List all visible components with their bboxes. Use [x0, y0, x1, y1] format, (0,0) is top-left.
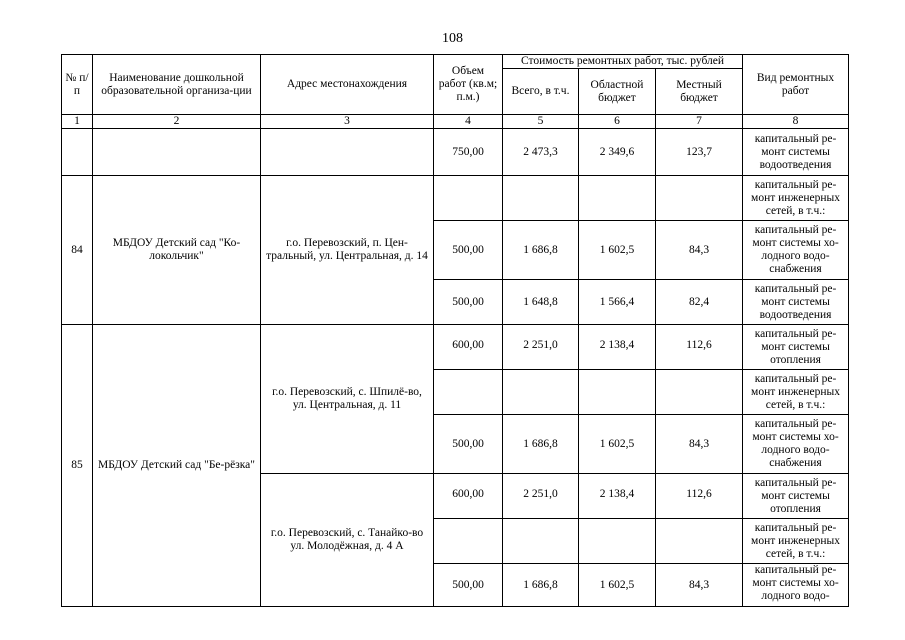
cell-work-type: капитальный ре-монт системы хо-лодного водо-снабжения — [743, 415, 849, 474]
cell-work-type: капитальный ре-монт системы хо-лодного водо-снабжения — [743, 221, 849, 280]
cell-local: 84,3 — [656, 564, 743, 607]
header-work-type: Вид ремонтных работ — [743, 55, 849, 115]
cell-volume: 500,00 — [434, 221, 503, 280]
cell-volume — [434, 176, 503, 221]
header-cost-group: Стоимость ремонтных работ, тыс. рублей — [503, 55, 743, 69]
cell-total — [503, 176, 579, 221]
cell-volume: 500,00 — [434, 564, 503, 607]
cell-regional: 1 602,5 — [579, 415, 656, 474]
header-volume: Объем работ (кв.м; п.м.) — [434, 55, 503, 115]
column-number: 8 — [743, 115, 849, 129]
header-address: Адрес местонахождения — [261, 55, 434, 115]
header-local: Местный бюджет — [656, 69, 743, 115]
cell-num: 84 — [62, 176, 93, 325]
repair-works-table — [61, 54, 849, 607]
cell-volume: 500,00 — [434, 415, 503, 474]
header-org-name: Наименование дошкольной образовательной организа-ции — [93, 55, 261, 115]
cell-regional: 1 602,5 — [579, 564, 656, 607]
cell-local: 112,6 — [656, 325, 743, 370]
cell-work-type: капитальный ре-монт системы отопления — [743, 325, 849, 370]
table-row — [62, 325, 849, 370]
column-numbers-row — [62, 115, 849, 129]
cell-local — [656, 519, 743, 564]
cell-total: 2 251,0 — [503, 474, 579, 519]
cell-local — [656, 370, 743, 415]
column-number: 7 — [656, 115, 743, 129]
cell-total — [503, 370, 579, 415]
cell-regional: 1 566,4 — [579, 280, 656, 325]
cell-total: 2 251,0 — [503, 325, 579, 370]
cell-address: г.о. Перевозский, п. Цен-тральный, ул. Центральная, д. 14 — [261, 176, 434, 325]
cell-regional: 2 349,6 — [579, 129, 656, 176]
column-number: 4 — [434, 115, 503, 129]
cell-num — [62, 129, 93, 176]
cell-work-type: капитальный ре-монт инженерных сетей, в т.ч.: — [743, 370, 849, 415]
cell-total — [503, 519, 579, 564]
header-regional: Областной бюджет — [579, 69, 656, 115]
cell-work-type: капитальный ре-монт системы водоотведения — [743, 280, 849, 325]
cell-total: 1 648,8 — [503, 280, 579, 325]
cell-org-name: МБДОУ Детский сад "Бе-рёзка" — [93, 325, 261, 607]
cell-total: 2 473,3 — [503, 129, 579, 176]
cell-local: 84,3 — [656, 221, 743, 280]
cell-local: 123,7 — [656, 129, 743, 176]
cell-volume: 600,00 — [434, 325, 503, 370]
column-number: 3 — [261, 115, 434, 129]
column-number: 2 — [93, 115, 261, 129]
cell-regional: 2 138,4 — [579, 325, 656, 370]
cell-local — [656, 176, 743, 221]
cell-org-name — [93, 129, 261, 176]
cell-local: 112,6 — [656, 474, 743, 519]
column-number: 1 — [62, 115, 93, 129]
cell-work-type: капитальный ре-монт инженерных сетей, в т.ч.: — [743, 519, 849, 564]
cell-total: 1 686,8 — [503, 221, 579, 280]
cell-total: 1 686,8 — [503, 564, 579, 607]
cell-volume: 600,00 — [434, 474, 503, 519]
cell-regional — [579, 176, 656, 221]
cell-volume: 750,00 — [434, 129, 503, 176]
cell-local: 82,4 — [656, 280, 743, 325]
column-number: 5 — [503, 115, 579, 129]
header-num: № п/п — [62, 55, 93, 115]
cell-local: 84,3 — [656, 415, 743, 474]
column-number: 6 — [579, 115, 656, 129]
cell-num: 85 — [62, 325, 93, 607]
cell-total: 1 686,8 — [503, 415, 579, 474]
cell-volume — [434, 519, 503, 564]
cell-work-type: капитальный ре-монт системы отопления — [743, 474, 849, 519]
cell-regional: 2 138,4 — [579, 474, 656, 519]
page-number: 108 — [442, 31, 463, 46]
cell-regional — [579, 519, 656, 564]
cell-address — [261, 129, 434, 176]
table-row — [62, 129, 849, 176]
cell-volume — [434, 370, 503, 415]
cell-work-type: капитальный ре-монт системы водоотведения — [743, 129, 849, 176]
cell-org-name: МБДОУ Детский сад "Ко-локольчик" — [93, 176, 261, 325]
cell-regional: 1 602,5 — [579, 221, 656, 280]
cell-volume: 500,00 — [434, 280, 503, 325]
table-row — [62, 176, 849, 221]
cell-regional — [579, 370, 656, 415]
header-total: Всего, в т.ч. — [503, 69, 579, 115]
cell-work-type: капитальный ре-монт инженерных сетей, в т.ч.: — [743, 176, 849, 221]
cell-address: г.о. Перевозский, с. Шпилё-во, ул. Центральная, д. 11 — [261, 325, 434, 474]
cell-work-type: капитальный ре-монт системы хо-лодного водо- — [743, 564, 849, 607]
cell-address: г.о. Перевозский, с. Танайко-во ул. Молодёжная, д. 4 А — [261, 474, 434, 607]
